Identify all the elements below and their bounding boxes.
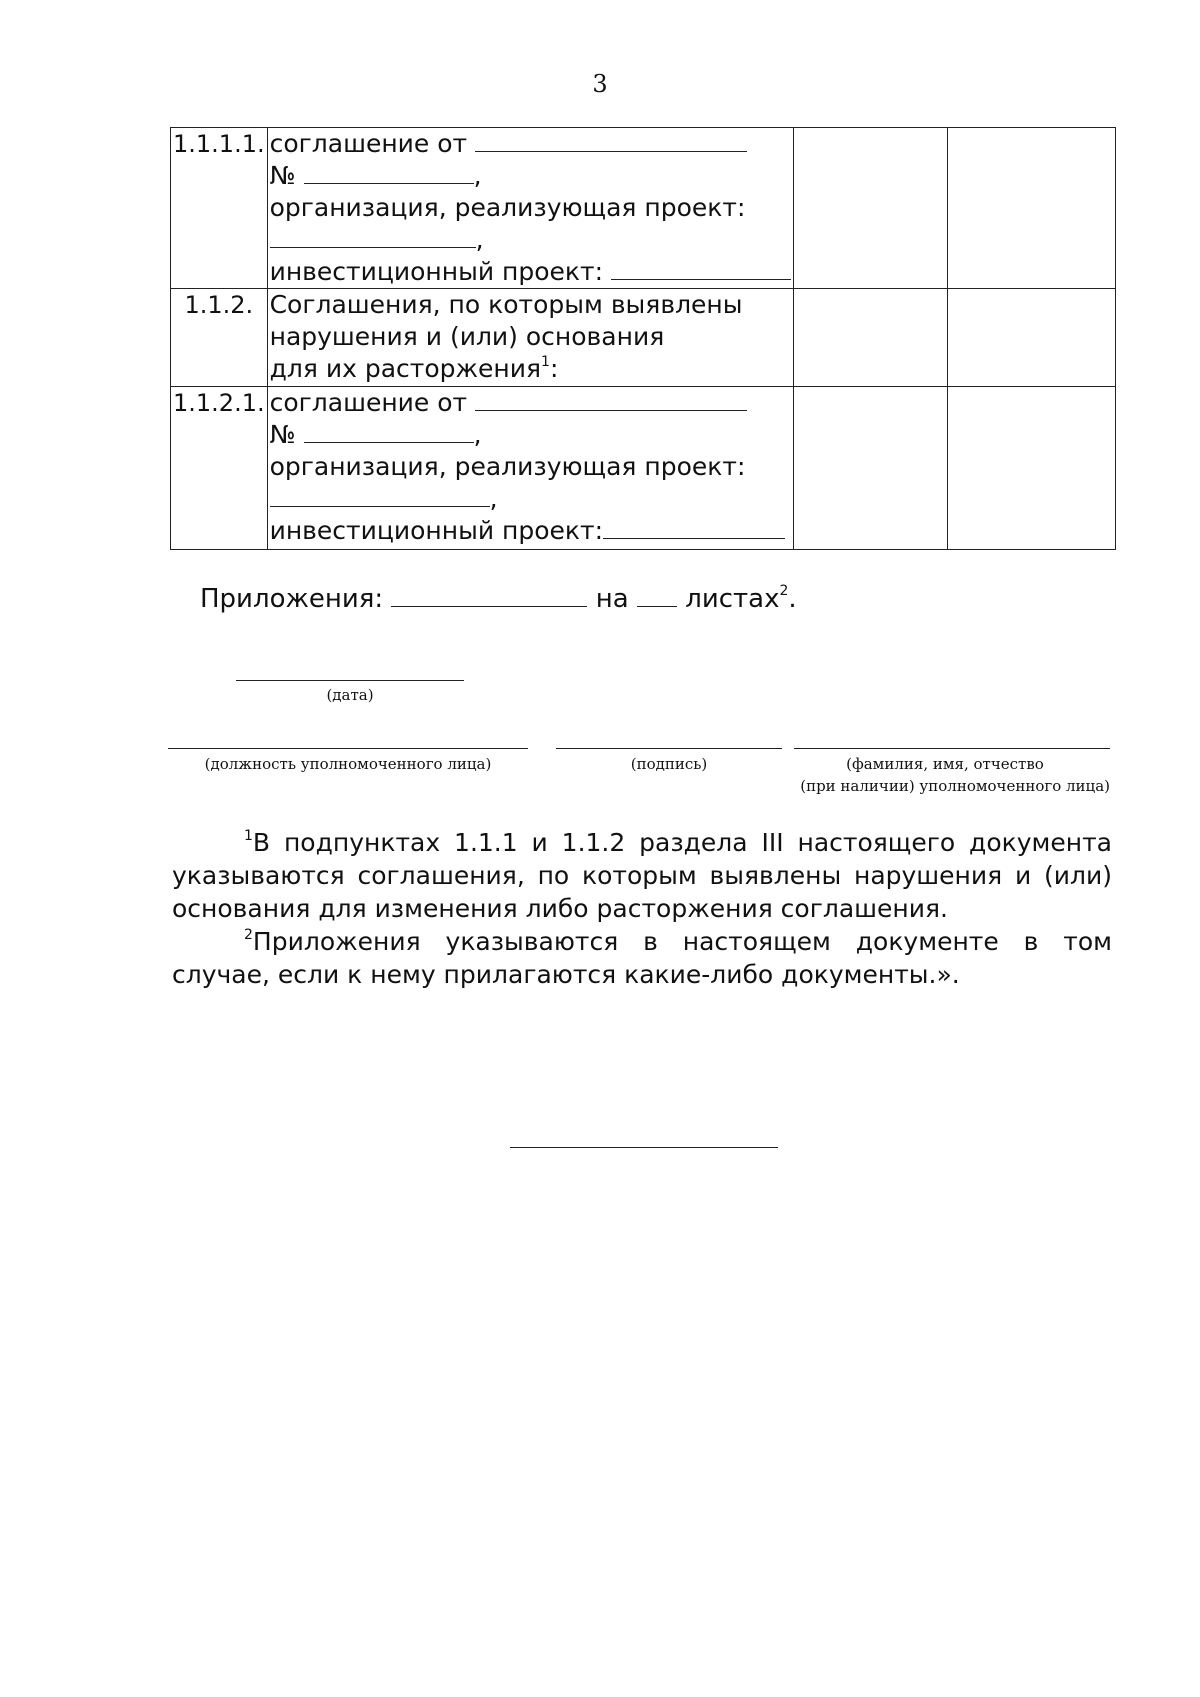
end-separator-line: [510, 1147, 778, 1148]
investment-project-label: инвестиционный проект:: [269, 516, 604, 545]
investment-project-label: инвестиционный проект:: [269, 257, 604, 286]
signature-line: [556, 748, 782, 749]
colon: :: [549, 354, 559, 383]
footnote-2: [172, 925, 1112, 991]
comma: ,: [489, 484, 498, 513]
date-caption: (дата): [326, 686, 374, 704]
attachments-blank: [391, 582, 587, 607]
footnote-text: Приложения указываются в настоящем документе в том случае, если к нему прилагаются какие-либо документы.».: [172, 927, 1112, 989]
empty-cell: [947, 387, 1115, 550]
agreement-from-label: соглашение от: [269, 388, 468, 417]
comma: ,: [473, 420, 482, 449]
position-line: [168, 748, 528, 749]
period: .: [788, 584, 797, 614]
empty-cell: [793, 387, 947, 550]
footnote-mark: 2: [244, 926, 253, 943]
row-content: [267, 387, 793, 550]
organization-blank: [270, 225, 476, 248]
empty-cell: [793, 289, 947, 387]
table-row: [171, 289, 1116, 387]
footnote-ref: 2: [779, 583, 789, 600]
table-row: [171, 128, 1116, 289]
agreement-number-blank: [304, 161, 474, 184]
signature-caption: (подпись): [630, 755, 708, 773]
number-sign: №: [269, 161, 296, 190]
full-name-caption-line: (фамилия, имя, отчество: [846, 755, 1044, 773]
agreements-table: [170, 127, 1116, 550]
number-sign: №: [269, 420, 296, 449]
row-heading-line: для их расторжения: [269, 354, 542, 383]
empty-cell: [947, 128, 1115, 289]
footnote-mark: 1: [244, 827, 253, 844]
comma: ,: [475, 225, 484, 254]
full-name-caption: [780, 753, 1110, 797]
row-content: [267, 128, 793, 289]
date-line: [236, 680, 464, 681]
row-heading-line: Соглашения, по которым выявлены: [269, 290, 743, 319]
footnote-1: [172, 826, 1112, 925]
footnotes: [172, 826, 1112, 991]
on-label: на: [595, 584, 629, 614]
row-number: 1.1.1.1.: [171, 128, 268, 289]
sheets-count-blank: [637, 582, 677, 607]
agreement-number-blank: [304, 420, 474, 443]
row-number: 1.1.2.1.: [171, 387, 268, 550]
agreement-from-label: соглашение от: [269, 129, 468, 158]
full-name-line: [794, 748, 1110, 749]
table-row: [171, 387, 1116, 550]
agreement-date-blank: [475, 388, 747, 411]
row-heading-line: нарушения и (или) основания: [269, 322, 665, 351]
page-number: 3: [592, 70, 608, 98]
footnote-ref: 1: [541, 353, 550, 370]
investment-project-blank: [611, 257, 791, 280]
attachments-line: [200, 582, 797, 614]
organization-label: организация, реализующая проект:: [269, 452, 746, 481]
full-name-caption-line: (при наличии) уполномоченного лица): [800, 777, 1110, 795]
agreement-date-blank: [475, 129, 747, 152]
position-caption: (должность уполномоченного лица): [204, 755, 492, 773]
comma: ,: [473, 161, 482, 190]
row-content: [267, 289, 793, 387]
empty-cell: [947, 289, 1115, 387]
organization-label: организация, реализующая проект:: [269, 193, 746, 222]
footnote-text: В подпунктах 1.1.1 и 1.1.2 раздела III настоящего документа указываются соглашения, по которым выявлены нарушения и (или) основания для изменения либо расторжения соглашения.: [172, 828, 1112, 923]
attachments-label: Приложения:: [200, 584, 384, 614]
row-number: 1.1.2.: [171, 289, 268, 387]
investment-project-blank: [603, 516, 785, 539]
organization-blank: [270, 484, 490, 507]
sheets-label: листах: [685, 584, 780, 614]
empty-cell: [793, 128, 947, 289]
